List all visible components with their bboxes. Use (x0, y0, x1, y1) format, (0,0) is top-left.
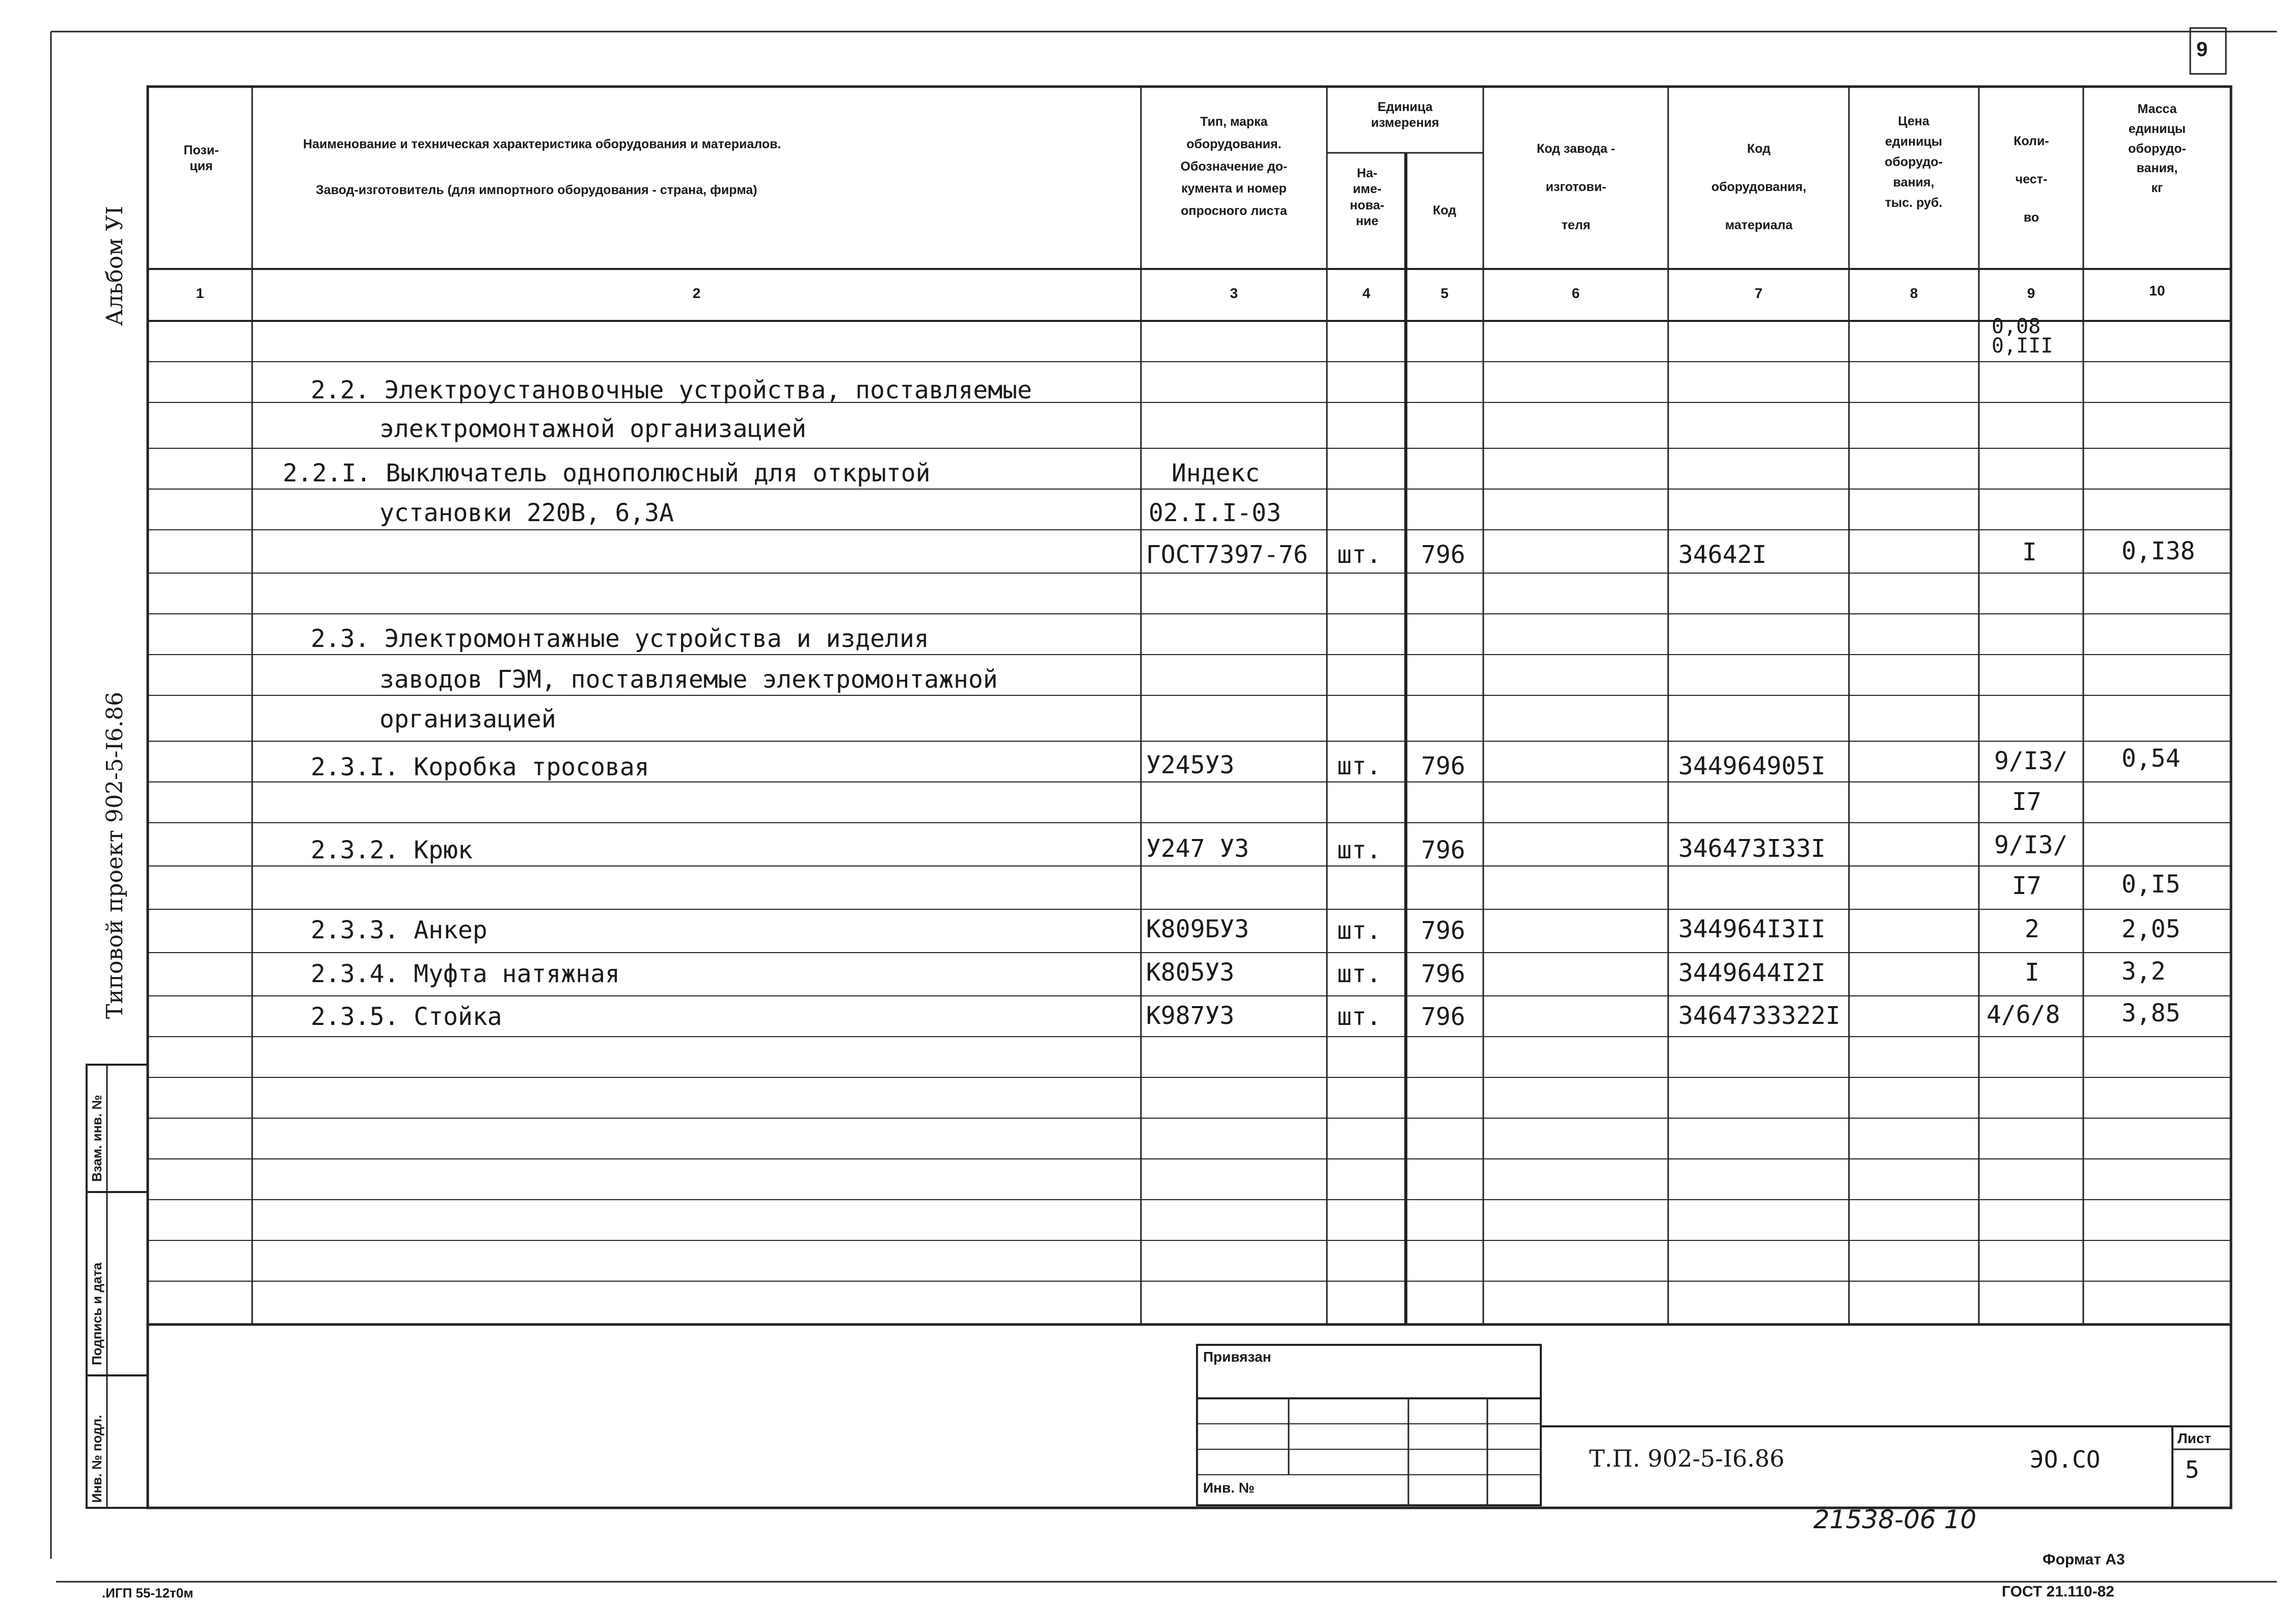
project-label: Типовой проект 902-5-I6.86 (102, 692, 128, 1019)
row5-unit-code: 796 (1421, 540, 1465, 569)
header-unit: Единица измерения (1371, 100, 1439, 130)
row14-unit: шт. (1337, 916, 1381, 945)
row15-name: 2.3.4. Муфта натяжная (311, 960, 620, 988)
header-unit-name: На- име- нова- ние (1350, 166, 1384, 228)
col-number-5: 5 (1440, 285, 1449, 301)
row15-mass: 3,2 (2121, 957, 2166, 986)
row10-quantity: 9/I3/ (1994, 747, 2068, 775)
document-code: Т.П. 902-5-I6.86 (1589, 1445, 1785, 1472)
col-number-3: 3 (1230, 285, 1238, 301)
row5-type: ГОСТ7397-76 (1146, 540, 1308, 569)
col-number-8: 8 (1910, 285, 1918, 301)
inv-podl-label: Инв. № подл. (89, 1415, 104, 1503)
row16-equipment-code: 3464733322I (1678, 1002, 1840, 1030)
row5-quantity: I (2022, 538, 2037, 566)
row16-quantity: 4/6/8 (1986, 1000, 2060, 1029)
row12-equipment-code: 346473I33I (1678, 834, 1826, 863)
row5-equipment-code: 34642I (1678, 540, 1767, 569)
row12-quantity: 9/I3/ (1994, 831, 2068, 859)
row16-type: К987У3 (1146, 1002, 1235, 1030)
row3-name: 2.2.I. Выключатель однополюсный для открытой (283, 459, 931, 488)
row13-mass: 0,I5 (2121, 870, 2181, 899)
header-unit-code: Код (1432, 203, 1457, 218)
row13-quantity: I7 (2012, 872, 2042, 900)
sheet-corner-mark: 9 (2196, 38, 2208, 61)
row10-mass: 0,54 (2121, 744, 2181, 773)
header-equipment-code: Код оборудования, материала (1711, 142, 1807, 232)
col-number-9: 9 (2027, 285, 2035, 301)
row8-name: заводов ГЭМ, поставляемые электромонтажной (379, 665, 998, 694)
header-unit-price: Цена единицы оборудо- вания, тыс. руб. (1885, 114, 1943, 210)
row11-quantity: I7 (2012, 788, 2042, 816)
list-label: Лист (2178, 1430, 2212, 1446)
row16-unit-code: 796 (1421, 1003, 1465, 1031)
row10-unit: шт. (1337, 752, 1381, 780)
col-number-4: 4 (1362, 285, 1371, 301)
section-code: ЭО.СО (2030, 1446, 2101, 1473)
podpis-data-label: Подпись и дата (89, 1262, 104, 1365)
header-position: Пози- ция (183, 143, 219, 174)
gost-label: ГОСТ 21.110-82 (2002, 1583, 2114, 1600)
col-number-1: 1 (196, 285, 204, 301)
row10-unit-code: 796 (1421, 752, 1465, 780)
header-factory-code: Код завода - изготови- теля (1536, 142, 1616, 232)
album-label: Альбом УI (102, 206, 128, 326)
row14-equipment-code: 344964I3II (1678, 915, 1826, 943)
archive-number: 21538-06 10 (1813, 1505, 1977, 1534)
col-number-7: 7 (1754, 285, 1763, 301)
row14-unit-code: 796 (1421, 916, 1465, 945)
row12-name: 2.3.2. Крюк (311, 836, 473, 864)
privyazan-label: Привязан (1203, 1349, 1271, 1365)
row15-unit-code: 796 (1421, 960, 1465, 988)
format-label: Формат А3 (2043, 1551, 2125, 1568)
col-number-2: 2 (692, 285, 701, 301)
row4-name: установки 220В, 6,3А (379, 499, 674, 527)
print-mark: .ИГП 55-12т0м (102, 1585, 194, 1601)
row12-unit: шт. (1337, 836, 1381, 864)
row10-type: У245У3 (1146, 751, 1235, 779)
row14-name: 2.3.3. Анкер (311, 916, 487, 944)
header-type-mark: Тип, марка оборудования. Обозначение до- кумента и номер опросного листа (1180, 115, 1288, 218)
col-number-10: 10 (2149, 283, 2165, 299)
row14-type: К809БУ3 (1146, 915, 1249, 943)
row10-name: 2.3.I. Коробка тросовая (311, 753, 649, 781)
row10-equipment-code: 344964905I (1678, 752, 1826, 780)
inv-no-label: Инв. № (1203, 1480, 1255, 1496)
row5-mass: 0,I38 (2121, 537, 2195, 565)
list-number: 5 (2185, 1456, 2199, 1483)
row3-type: Индекс (1172, 459, 1260, 488)
row14-mass: 2,05 (2121, 915, 2181, 943)
row15-type: К805У3 (1146, 958, 1235, 987)
row1-name: 2.2. Электроустановочные устройства, поставляемые (311, 376, 1032, 404)
row16-name: 2.3.5. Стойка (311, 1003, 502, 1031)
row12-unit-code: 796 (1421, 836, 1465, 864)
header-name-line2: Завод-изготовитель (для импортного оборудования - страна, фирма) (316, 183, 757, 197)
header-quantity: Коли- чест- во (2013, 134, 2049, 225)
row16-mass: 3,85 (2121, 999, 2181, 1027)
row15-quantity: I (2025, 958, 2039, 987)
row7-name: 2.3. Электромонтажные устройства и изделия (311, 625, 929, 653)
row9-name: организацией (379, 705, 556, 734)
row15-equipment-code: 3449644I2I (1678, 959, 1826, 987)
header-name-line1: Наименование и техническая характеристика оборудования и материалов. (303, 137, 781, 151)
row14-quantity: 2 (2025, 915, 2039, 943)
row2-name: электромонтажной организацией (379, 415, 807, 443)
row12-type: У247 У3 (1146, 834, 1249, 863)
row0-quantity: 0,08 0,III (1992, 315, 2053, 358)
row4-type: 02.I.I-03 (1149, 499, 1282, 527)
header-unit-mass: Масса единицы оборудо- вания, кг (2128, 102, 2186, 195)
row5-unit: шт. (1337, 540, 1381, 569)
row16-unit: шт. (1337, 1003, 1381, 1031)
row15-unit: шт. (1337, 960, 1381, 988)
col-number-6: 6 (1571, 285, 1580, 301)
vzam-inv-label: Взам. инв. № (89, 1095, 104, 1182)
